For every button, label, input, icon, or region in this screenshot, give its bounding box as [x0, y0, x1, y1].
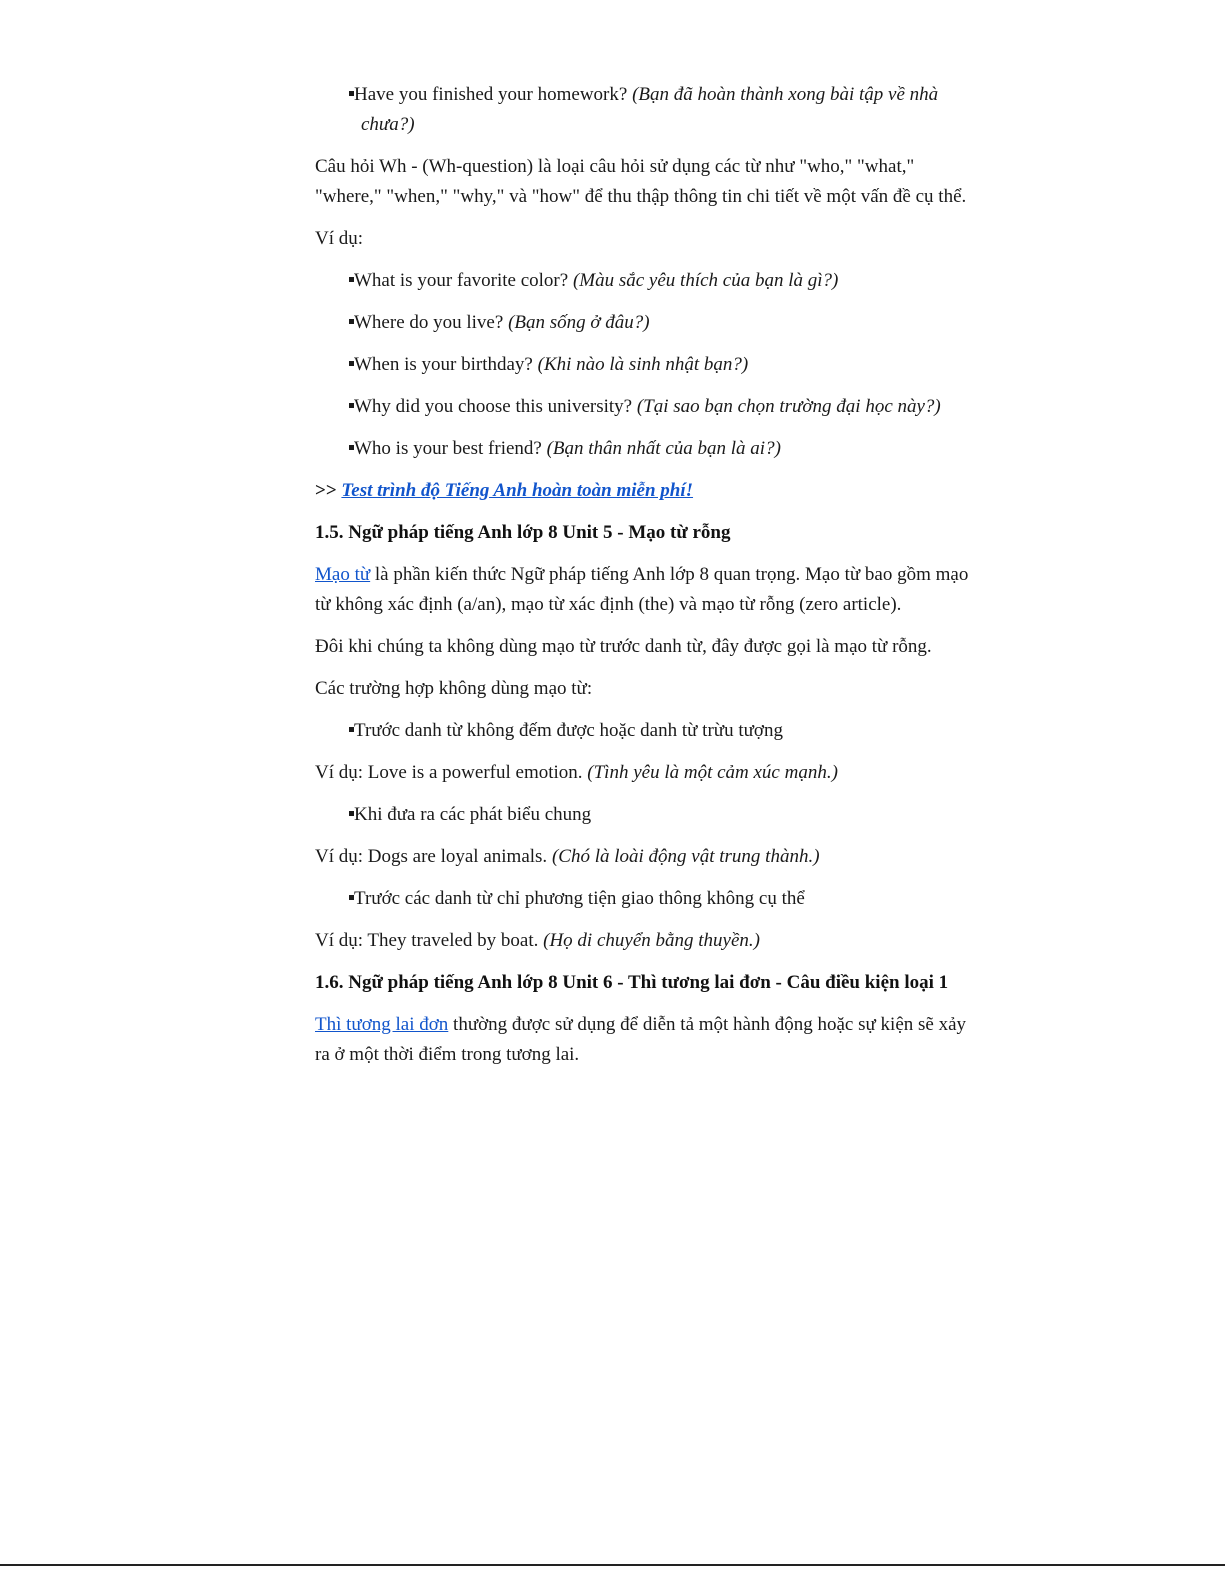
wh-question-intro: Câu hỏi Wh - (Wh-question) là loại câu hỏi sử dụng các từ như "who," "what," "where," "when," "why," và "how" để thu thập thông tin chi tiết về một vấn đề cụ thể.: [315, 156, 967, 207]
bullet-square-icon: [349, 361, 354, 366]
wh-example-item: Who is your best friend? (Bạn thân nhất của bạn là ai?): [315, 434, 990, 464]
section-1-6-heading: 1.6. Ngữ pháp tiếng Anh lớp 8 Unit 6 - Thì tương lai đơn - Câu điều kiện loại 1: [315, 972, 949, 993]
bullet-square-icon: [349, 895, 354, 900]
bullet-square-icon: [349, 811, 354, 816]
zero-article-note: Đôi khi chúng ta không dùng mạo từ trước danh từ, đây được gọi là mạo từ rỗng.: [315, 636, 932, 657]
wh-example-item: Where do you live? (Bạn sống ở đâu?): [315, 308, 990, 338]
case-item: Trước các danh từ chỉ phương tiện giao thông không cụ thể: [315, 884, 990, 914]
section-1-5-intro: Mạo từ là phần kiến thức Ngữ pháp tiếng Anh lớp 8 quan trọng. Mạo từ bao gồm mạo từ không xác định (a/an), mạo từ xác định (the) và mạo từ rỗng (zero article).: [315, 564, 969, 615]
case-item: Khi đưa ra các phát biểu chung: [315, 800, 990, 830]
case-example: Ví dụ: Dogs are loyal animals. (Chó là loài động vật trung thành.): [315, 846, 820, 867]
page-bottom-rule: [0, 1564, 1225, 1566]
bullet-square-icon: [349, 277, 354, 282]
document-content: [315, 80, 990, 1082]
case-example: Ví dụ: They traveled by boat. (Họ di chuyển bằng thuyền.): [315, 930, 760, 951]
cases-label: Các trường hợp không dùng mạo từ:: [315, 678, 593, 699]
wh-example-item: When is your birthday? (Khi nào là sinh nhật bạn?): [315, 350, 990, 380]
bullet-vi-text-cont: chưa?): [361, 114, 415, 135]
bullet-square-icon: [349, 319, 354, 324]
bullet-square-icon: [349, 403, 354, 408]
future-simple-link[interactable]: Thì tương lai đơn: [315, 1014, 449, 1035]
wh-example-item: Why did you choose this university? (Tại sao bạn chọn trường đại học này?): [315, 392, 990, 422]
promo-prefix: >>: [315, 480, 337, 501]
bullet-en-text: Have you finished your homework?: [354, 84, 628, 105]
bullet-square-icon: [349, 727, 354, 732]
bullet-square-icon: [349, 91, 354, 96]
bullet-vi-text: (Bạn đã hoàn thành xong bài tập về nhà: [632, 84, 939, 105]
example-label: Ví dụ:: [315, 228, 364, 249]
wh-example-item: What is your favorite color? (Màu sắc yêu thích của bạn là gì?): [315, 266, 990, 296]
section-1-6-intro: Thì tương lai đơn thường được sử dụng để diễn tả một hành động hoặc sự kiện sẽ xảy ra ở một thời điểm trong tương lai.: [315, 1014, 967, 1065]
bullet-homework: [315, 80, 990, 140]
bullet-square-icon: [349, 445, 354, 450]
test-level-link[interactable]: Test trình độ Tiếng Anh hoàn toàn miễn phí!: [341, 480, 694, 501]
promo-line: [315, 476, 990, 506]
case-example: Ví dụ: Love is a powerful emotion. (Tình yêu là một cảm xúc mạnh.): [315, 762, 838, 783]
section-1-5-heading: 1.5. Ngữ pháp tiếng Anh lớp 8 Unit 5 - Mạo từ rỗng: [315, 522, 731, 543]
article-link[interactable]: Mạo từ: [315, 564, 371, 585]
case-item: Trước danh từ không đếm được hoặc danh từ trừu tượng: [315, 716, 990, 746]
